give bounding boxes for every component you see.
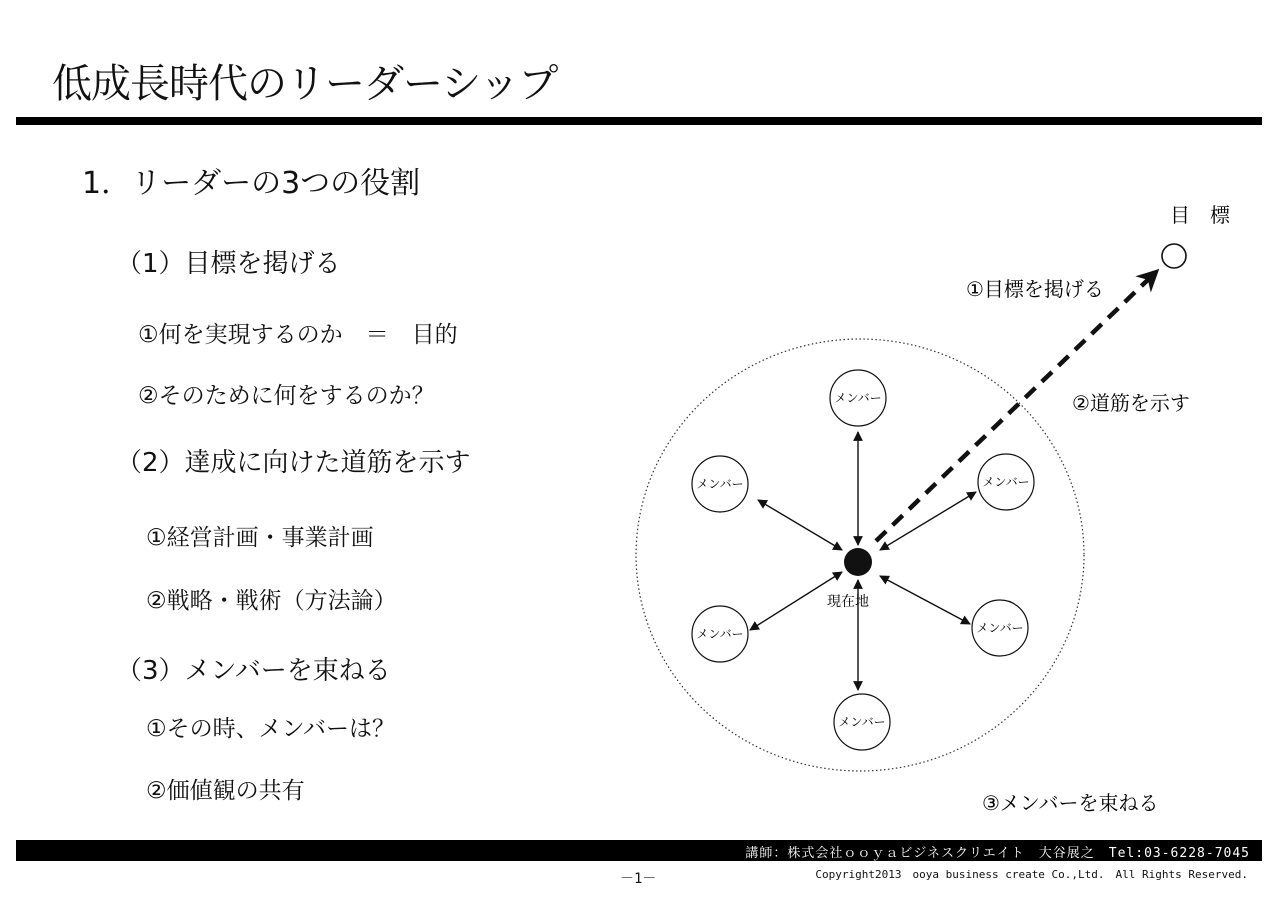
outline-heading-3: （3）メンバーを束ねる bbox=[116, 656, 391, 686]
member-label-lower-left: メンバー bbox=[696, 627, 744, 641]
goal-arrow-label: ①目標を掲げる bbox=[966, 277, 1104, 301]
goal-label: 目 標 bbox=[1170, 203, 1230, 227]
outline-item-2-2: ②戦略・戦術（方法論） bbox=[146, 588, 397, 614]
section-heading: 1．リーダーの3つの役割 bbox=[82, 166, 421, 201]
copyright: Copyright2013 ooya business create Co.,Ltd. All Rights Reserved. bbox=[815, 868, 1248, 881]
outline-item-2-1: ①経営計画・事業計画 bbox=[146, 525, 374, 551]
outline-item-1-2: ②そのために何をするのか？ bbox=[138, 383, 435, 409]
member-label-top: メンバー bbox=[834, 391, 882, 405]
slide-title: 低成長時代のリーダーシップ bbox=[52, 61, 558, 107]
outline-heading-1: （1）目標を掲げる bbox=[116, 249, 341, 279]
member-label-upper-right: メンバー bbox=[982, 475, 1030, 489]
current-position-dot bbox=[844, 548, 872, 576]
path-label: ②道筋を示す bbox=[1072, 391, 1190, 415]
goal-marker bbox=[1162, 244, 1186, 268]
bind-members-label: ③メンバーを束ねる bbox=[982, 791, 1159, 815]
outline-item-1-1: ①何を実現するのか ＝ 目的 bbox=[138, 322, 458, 348]
page-number: －1－ bbox=[620, 871, 657, 887]
member-label-lower-right: メンバー bbox=[976, 621, 1024, 635]
footer-instructor: 講師：株式会社ｏｏｙａビジネスクリエイト 大谷展之 Tel:03-6228-7045 bbox=[745, 846, 1250, 861]
outline-item-3-2: ②価値観の共有 bbox=[146, 778, 305, 804]
outline-heading-2: （2）達成に向けた道筋を示す bbox=[116, 448, 471, 478]
arrow-member-upper-left bbox=[758, 500, 842, 550]
outline-item-3-1: ①その時、メンバーは？ bbox=[146, 716, 396, 742]
member-label-bottom: メンバー bbox=[838, 715, 886, 729]
member-label-upper-left: メンバー bbox=[696, 477, 744, 491]
current-position-label: 現在地 bbox=[827, 594, 869, 610]
arrow-member-lower-right bbox=[880, 576, 970, 624]
